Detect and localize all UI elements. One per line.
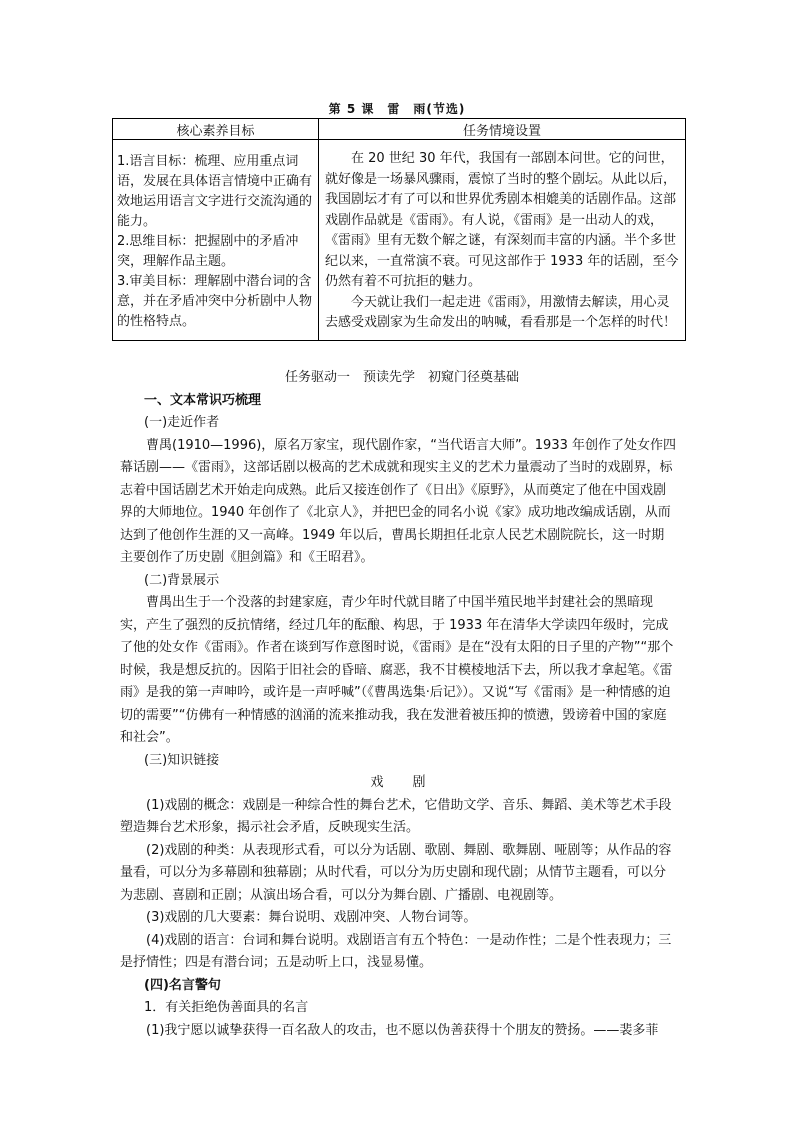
drama-item: (1)戏剧的概念：戏剧是一种综合性的舞台艺术，它借助文学、音乐、舞蹈、美术等艺术手段塑造舞台艺术形象，揭示社会矛盾，反映现实生活。 [120,797,672,835]
task-paragraph: 在 20 世纪 30 年代，我国有一部剧本问世。它的问世，就好像是一场暴风骤雨，震惊了当时的整个剧坛。从此以后，我国剧坛才有了可以和世界优秀剧本相媲美的话剧作品。这部戏剧作品就是《雷雨》。有人说，《雷雨》是一出动人的戏，《雷雨》里有无数个解之谜，有深刻而丰富的内涵。半个多世纪以来，一直常演不衰。可见这部作于 1933 年的话剧，至今仍然有着不可抗拒的魅力。 [325,151,679,289]
header-core-goals: 核心素养目标 [113,119,319,140]
quote-heading: 1．有关拒绝伪善面具的名言 [144,1000,309,1015]
goals-table [112,118,686,341]
subsection-heading: (二)背景展示 [144,572,220,588]
task-cell [319,140,686,341]
goal-aesthetic: 3.审美目标：理解剧中潜台词的含意，并在矛盾冲突中分析剧中人物的性格特点。 [117,273,313,329]
drama-title: 戏 剧 [370,775,434,790]
subsection-heading: (四)名言警句 [144,977,221,993]
goal-thinking: 2.思维目标：把握剧中的矛盾冲突，理解作品主题。 [117,233,299,269]
subsection-heading: (一)走近作者 [144,415,220,430]
drama-item: (3)戏剧的几大要素：舞台说明、戏剧冲突、人物台词等。 [146,910,477,925]
table-header-row [113,119,686,140]
task-paragraph: 今天就让我们一起走进《雷雨》，用激情去解读，用心灵去感受戏剧家为生命发出的呐喊，看看那是一个怎样的时代！ [325,294,677,330]
lesson-title: 第 5 课 雷 雨(节选) [328,102,466,116]
task-heading: 任务驱动一 预读先学 初窥门径奠基础 [284,370,519,385]
drama-item: (4)戏剧的语言：台词和舞台说明。戏剧语言有五个特色：一是动作性；二是个性表现力；三是抒情性；四是有潜台词；五是动听上口，浅显易懂。 [120,932,672,970]
background-paragraph: 曹禺出生于一个没落的封建家庭，青少年时代就目睹了中国半殖民地半封建社会的黑暗现实，产生了强烈的反抗情绪，经过几年的酝酿、构思，于 1933 年在清华大学读四年级时，完成了他的处女作《雷雨》。作者在谈到写作意图时说，《雷雨》是在“没有太阳的日子里的产物”“那个时候，我是想反抗的。因陷于旧社会的昏暗、腐恶，我不甘模棱地活下去，所以我才拿起笔。《雷雨》是我的第一声呻吟，或许是一声呼喊”（《曹禺选集·后记》）。又说“写《雷雨》是一种情感的迫切的需要”“仿佛有一种情感的汹涌的流来推动我，我在发泄着被压抑的愤懑，毁谤着中国的家庭和社会”。 [120,595,674,745]
table-body-row [113,140,686,341]
drama-item: (2)戏剧的种类：从表现形式看，可以分为话剧、歌剧、舞剧、歌舞剧、哑剧等；从作品的容量看，可以分为多幕剧和独幕剧；从时代看，可以分为历史剧和现代剧；从情节主题看，可以分为悲剧、喜剧和正剧；从演出场合看，可以分为舞台剧、广播剧、电视剧等。 [120,842,672,903]
subsection-heading: (三)知识链接 [144,752,220,768]
quote-item: (1)我宁愿以诚挚获得一百名敌人的攻击，也不愿以伪善获得十个朋友的赞扬。——裴多菲 [146,1022,659,1038]
section-heading: 一、文本常识巧梳理 [144,392,262,408]
author-paragraph: 曹禺(1910—1996)，原名万家宝，现代剧作家，“当代语言大师”。1933 年创作了处女作四幕话剧——《雷雨》，这部话剧以极高的艺术成就和现实主义的艺术力量震动了当时的戏剧界，标志着中国话剧艺术开始走向成熟。此后又接连创作了《日出》《原野》，从而奠定了他在中国戏剧界的大师地位。1940 年创作了《北京人》，并把巴金的同名小说《家》成功地改编成话剧，从而达到了他创作生涯的又一高峰。1949 年以后，曹禺长期担任北京人民艺术剧院院长，这一时期主要创作了历史剧《胆剑篇》和《王昭君》。 [120,437,676,565]
main-body [120,367,676,1042]
goals-cell [113,140,319,341]
goal-language: 1.语言目标：梳理、应用重点词语，发展在具体语言情境中正确有效地运用语言文字进行交流沟通的能力。 [117,153,313,229]
header-task-setting: 任务情境设置 [319,119,686,140]
